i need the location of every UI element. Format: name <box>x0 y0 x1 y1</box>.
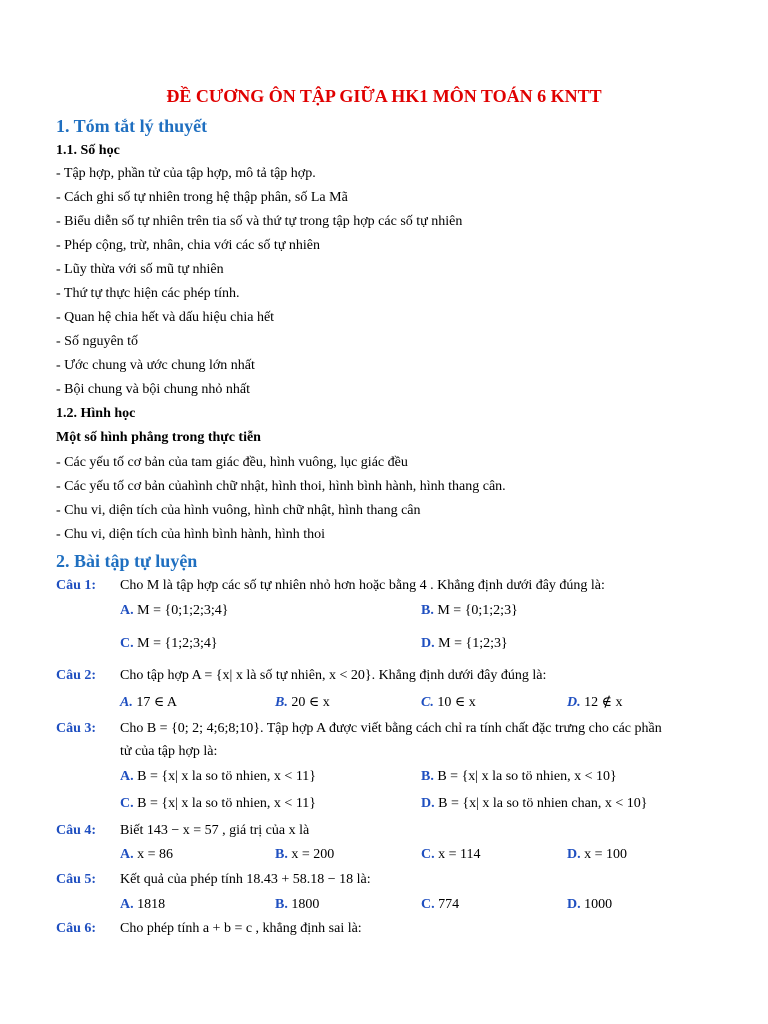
question-label: Câu 2: <box>56 668 97 683</box>
theory-item: - Phép cộng, trừ, nhân, chia với các số tự nhiên <box>56 238 321 253</box>
option-label: B. <box>275 695 288 710</box>
option-label: A. <box>120 897 134 912</box>
question-text: Cho tập hợp A = {x| x là số tự nhiên, x < 20}. Khẳng định dưới đây đúng là: <box>120 668 547 683</box>
question-text: Cho B = {0; 2; 4;6;8;10}. Tập hợp A được viết bằng cách chỉ ra tính chất đặc trưng cho các phần <box>120 721 662 736</box>
option-label: D. <box>567 897 581 912</box>
option-text: B = {x| x la so tö nhien, x < 10} <box>437 769 617 784</box>
answer-option-b <box>275 694 330 711</box>
theory-item: - Lũy thừa với số mũ tự nhiên <box>56 262 224 277</box>
option-text: B = {x| x la so tö nhien chan, x < 10} <box>438 796 648 811</box>
option-text: M = {0;1;2;3} <box>437 603 518 618</box>
answer-option-b <box>421 603 518 619</box>
answer-option-a <box>120 694 177 711</box>
option-label: A. <box>120 603 134 618</box>
question-label: Câu 5: <box>56 872 97 887</box>
theory-item: - Chu vi, diện tích của hình bình hành, hình thoi <box>56 527 326 542</box>
question-text: Biết 143 − x = 57 , giá trị của x là <box>120 823 310 838</box>
option-text: 1000 <box>584 897 613 912</box>
answer-option-c <box>421 897 459 913</box>
option-label: A. <box>120 769 134 784</box>
theory-item: - Các yếu tố cơ bản củahình chữ nhật, hình thoi, hình bình hành, hình thang cân. <box>56 479 506 494</box>
option-text: 10 ∈ x <box>437 695 476 710</box>
question-label: Câu 3: <box>56 721 97 736</box>
answer-option-d <box>567 897 612 913</box>
geometry-topic-title: Một số hình phẳng trong thực tiễn <box>56 430 261 445</box>
answer-option-d <box>567 847 627 863</box>
option-label: C. <box>421 897 435 912</box>
answer-option-c <box>421 694 476 711</box>
theory-item: - Ước chung và ước chung lớn nhất <box>56 358 255 373</box>
question-label: Câu 1: <box>56 578 97 593</box>
answer-option-d <box>421 636 508 652</box>
theory-item: - Các yếu tố cơ bản của tam giác đều, hình vuông, lục giác đều <box>56 455 408 470</box>
option-label: D. <box>567 847 581 862</box>
option-text: 20 ∈ x <box>291 695 330 710</box>
question-text-continued: tử của tập hợp là: <box>120 744 218 759</box>
answer-option-b <box>421 769 617 785</box>
subsection-1-1-heading: 1.1. Số học <box>56 143 120 158</box>
option-text: B = {x| x la so tö nhien, x < 11} <box>137 769 317 784</box>
answer-option-a <box>120 603 228 619</box>
option-text: x = 100 <box>584 847 628 862</box>
option-text: 774 <box>438 897 460 912</box>
theory-item: - Chu vi, diện tích của hình vuông, hình chữ nhật, hình thang cân <box>56 503 421 518</box>
answer-option-b <box>275 897 319 913</box>
option-text: 1818 <box>137 897 166 912</box>
theory-item: - Biểu diễn số tự nhiên trên tia số và thứ tự trong tập hợp các số tự nhiên <box>56 214 463 229</box>
option-label: B. <box>275 847 288 862</box>
option-label: A. <box>120 695 133 710</box>
answer-option-c <box>120 636 218 652</box>
section-2-heading: 2. Bài tập tự luyện <box>56 551 198 571</box>
option-label: D. <box>421 636 435 651</box>
answer-option-b <box>275 847 334 863</box>
option-label: C. <box>421 695 434 710</box>
theory-item: - Cách ghi số tự nhiên trong hệ thập phân, số La Mã <box>56 190 348 205</box>
option-text: 1800 <box>291 897 320 912</box>
question-text: Cho phép tính a + b = c , khẳng định sai là: <box>120 921 362 936</box>
option-text: B = {x| x la so tö nhien, x < 11} <box>137 796 317 811</box>
option-label: D. <box>567 695 581 710</box>
option-text: x = 86 <box>137 847 174 862</box>
theory-item: - Tập hợp, phần tử của tập hợp, mô tả tập hợp. <box>56 166 316 181</box>
theory-item: - Thứ tự thực hiện các phép tính. <box>56 286 240 301</box>
option-text: M = {1;2;3} <box>438 636 508 651</box>
option-label: A. <box>120 847 134 862</box>
option-label: C. <box>421 847 435 862</box>
option-label: B. <box>421 603 434 618</box>
subsection-1-2-heading: 1.2. Hình học <box>56 406 136 421</box>
option-label: C. <box>120 796 134 811</box>
answer-option-a <box>120 769 316 785</box>
answer-option-d <box>567 694 623 711</box>
option-text: M = {0;1;2;3;4} <box>137 603 229 618</box>
answer-option-c <box>120 796 316 812</box>
theory-item: - Số nguyên tố <box>56 334 139 349</box>
option-label: D. <box>421 796 435 811</box>
answer-option-c <box>421 847 481 863</box>
answer-option-d <box>421 796 647 812</box>
option-label: C. <box>120 636 134 651</box>
question-text: Cho M là tập hợp các số tự nhiên nhỏ hơn hoặc bằng 4 . Khẳng định dưới đây đúng là: <box>120 578 605 593</box>
theory-item: - Bội chung và bội chung nhỏ nhất <box>56 382 251 397</box>
option-text: 12 ∉ x <box>584 695 623 710</box>
theory-item: - Quan hệ chia hết và dấu hiệu chia hết <box>56 310 275 325</box>
question-text: Kết quả của phép tính 18.43 + 58.18 − 18 là: <box>120 872 371 887</box>
option-text: x = 114 <box>438 847 481 862</box>
document-title: ĐỀ CƯƠNG ÔN TẬP GIỮA HK1 MÔN TOÁN 6 KNTT <box>166 86 602 106</box>
question-label: Câu 6: <box>56 921 97 936</box>
answer-option-a <box>120 897 165 913</box>
question-label: Câu 4: <box>56 823 97 838</box>
option-text: M = {1;2;3;4} <box>137 636 218 651</box>
answer-option-a <box>120 847 173 863</box>
section-1-heading: 1. Tóm tắt lý thuyết <box>56 116 208 136</box>
option-text: 17 ∈ A <box>136 695 178 710</box>
option-label: B. <box>421 769 434 784</box>
option-text: x = 200 <box>291 847 335 862</box>
option-label: B. <box>275 897 288 912</box>
